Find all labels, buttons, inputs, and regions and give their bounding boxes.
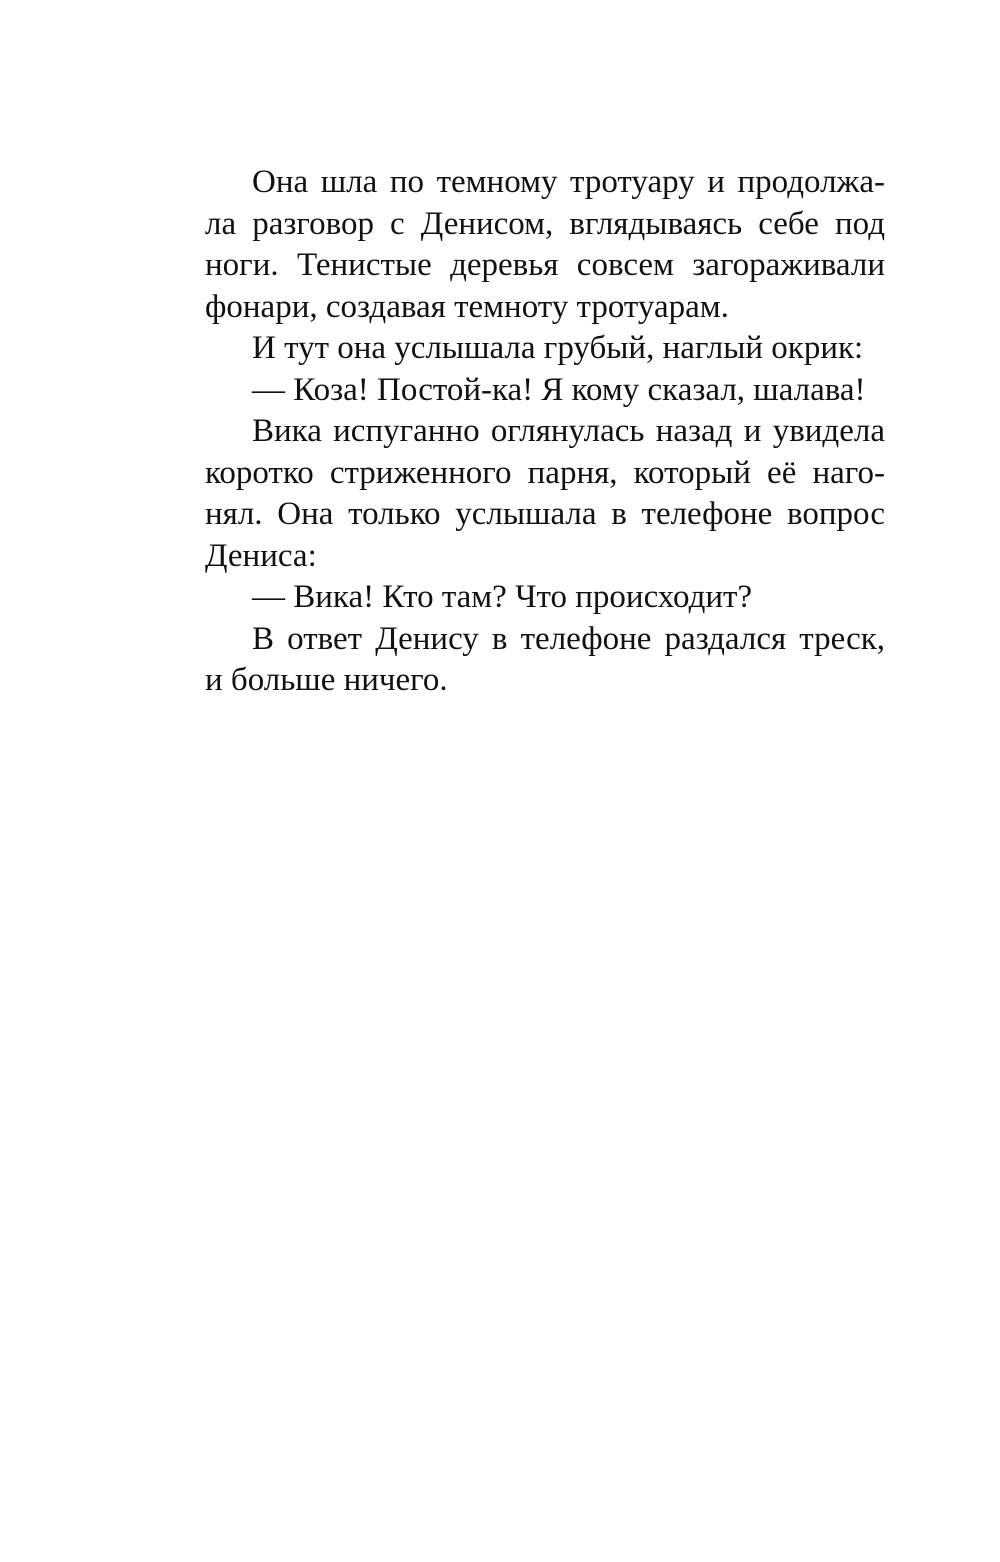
text-line: Вика испуганно оглянулась назад и увидела [252,413,885,449]
text-line: ла разговор с Денисом, вглядываясь себе под [205,205,885,242]
body-text [205,162,885,702]
text-line: коротко стриженного парня, который её наго- [205,454,885,491]
dialogue-paragraph [205,577,885,619]
text-line: ноги. Тенистые деревья совсем загораживали [205,247,885,283]
text-line: — Вика! Кто там? Что происходит? [252,579,753,615]
text-line: В ответ Денису в телефоне раздался треск, [252,620,885,657]
text-line: и больше ничего. [205,662,448,698]
text-line: Она шла по темному тротуару и продолжа- [252,164,885,200]
text-line: Дениса: [205,537,317,574]
paragraph [205,411,885,577]
text-line: И тут она услышала грубый, наглый окрик: [252,330,864,366]
paragraph [205,619,885,702]
text-line: фонари, создавая темноту тротуарам. [205,288,729,325]
dialogue-paragraph [205,370,885,412]
text-line: нял. Она только услышала в телефоне вопрос [205,496,885,532]
text-line: — Коза! Постой-ка! Я кому сказал, шалава! [252,371,866,408]
paragraph [205,162,885,328]
paragraph [205,328,885,370]
